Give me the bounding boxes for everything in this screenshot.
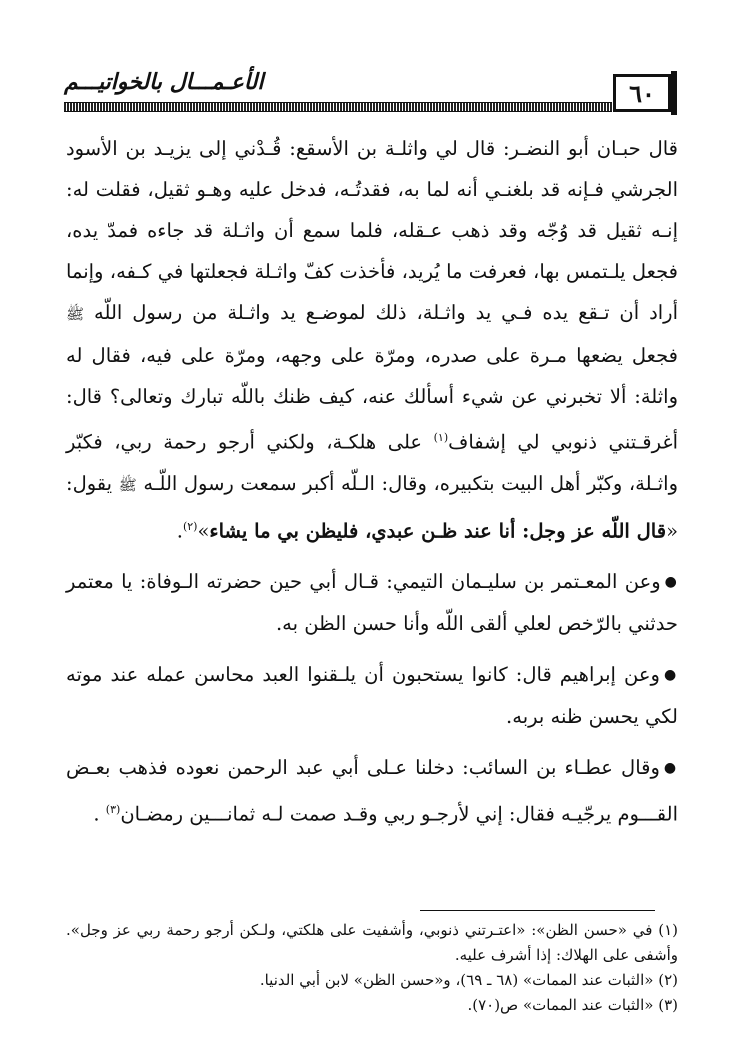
running-title: الأعـمـــال بالخواتيـــم	[64, 70, 264, 95]
footnote-separator	[420, 910, 655, 911]
paragraph-2: ●وعن المعـتمر بن سليـمان التيمي: قـال أبي حين حضرته الـوفاة: يا معتمر حدثني بالرّخص لعلي ألقى اللّه وأنا حسن الظن به.	[66, 570, 678, 635]
header-rule	[64, 102, 612, 112]
footnote-2: (٢) «الثبات عند الممات» (٦٨ ـ ٦٩)، و«حسن الظن» لابن أبي الدنيا.	[259, 971, 678, 989]
paragraph-1: قال حبـان أبو النضـر: قال لي واثلـة بن الأسقع: قُـدْني إلى يزيـد بن الأسود الجرشي فـإنه قد بلغنـي أنه لما به، فقدتُـه، فدخل عليه وهـو ثقيل، فقلت له: إنـه ثقيل قد وُجّه وقد ذهب عـقله، فلما سمع أن واثـلة قد جاءه فمدّ يده، فجعل يلـتمس بها، فعرفت ما يُريد، فأخذت كفّ واثـلة فجعلتها في كـفه، وإنما أراد أن تـقع يده فـي يد واثـلة، ذلك لموضـع يد واثـلة من رسول اللّه ﷺ فجعل يضعها مـرة على صدره، ومرّة على وجهه، ومرّة على فيه، فقال له واثلة: ألا تخبرني عن شيء أسألك عنه، كيف ظنك باللّه تبارك وتعالى؟ قال: أغرقـتني ذنوبي لي إشفاف$^{(١)}$ على هلكـة، ولكني أرجو رحمة ربي، فكبّر واثـلة، وكبّر أهل البيت بتكبيره، وقال: الـلّه أكبر سمعت رسول اللّـه ﷺ يقول: «قال اللّه عز وجل: أنا عند ظـن عبدي، فليظن بي ما يشاء»$^{(٢)}$.	[66, 137, 679, 542]
footnote-3: (٣) «الثبات عند الممات» ص(٧٠).	[467, 996, 678, 1014]
salawat-glyph: ﷺ	[66, 305, 85, 323]
page-number: ٦٠	[613, 74, 671, 112]
main-text	[66, 128, 678, 835]
bullet-icon: ●	[664, 574, 678, 590]
hadith-quote: قال اللّه عز وجل: أنا عند ظـن عبدي، فليظن بي ما يشاء	[209, 519, 667, 542]
paragraph-4: ●وقال عطـاء بن السائب: دخلنا عـلى أبي عبد الرحمن نعوده فذهب بعـض القـــوم يرجّيـه فقال: إني لأرجـو ربي وقـد صمت لـه ثمانـــين رمضـان$^{(٣)}$ .	[66, 756, 678, 826]
bullet-icon: ●	[663, 760, 678, 776]
footnotes	[66, 918, 678, 1018]
footnote-1: (١) في «حسن الظن»: «اعتـرتني ذنوبي، وأشفيت على هلكتي، ولـكن أرجو رحمة ربي عز وجل». وأشفى على الهلاك: إذا أشرف عليه.	[66, 921, 678, 964]
footnote-ref-3: (٣)	[105, 803, 121, 816]
salawat-glyph: ﷺ	[118, 475, 137, 494]
bullet-icon: ●	[663, 667, 679, 683]
footnote-ref-2: (٢)	[182, 519, 198, 533]
page-header	[64, 68, 679, 116]
footnote-ref-1: (١)	[433, 431, 449, 444]
paragraph-3: ●وعن إبراهيم قال: كانوا يستحبون أن يلـقنوا العبد محاسن عمله عند موته لكي يحسن ظنه بربه.	[66, 663, 679, 728]
